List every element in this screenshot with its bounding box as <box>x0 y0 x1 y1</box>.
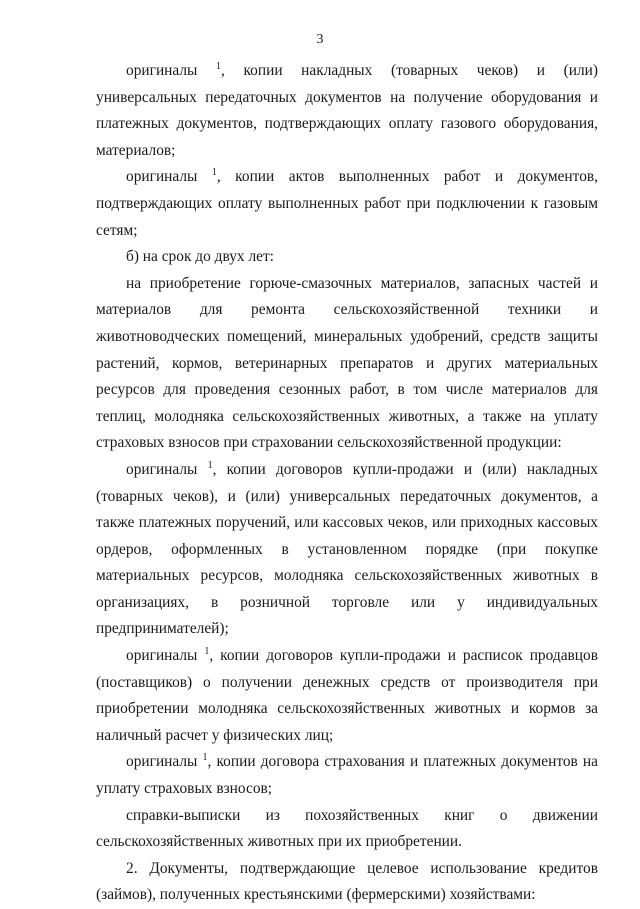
page-number: 3 <box>316 32 324 47</box>
paragraph-text: , копии договора страхования и платежных документов на уплату страховых взносов; <box>96 753 598 798</box>
footnote-mark: 1 <box>207 459 213 471</box>
document-body <box>96 58 598 909</box>
paragraph-text: , копии актов выполненных работ и документов, подтверждающих оплату выполненных работ при подключении к газовым сетям; <box>96 168 599 239</box>
paragraph-text: 2. Документы, подтверждающие целевое использование кредитов (займов), полученных крестьянскими (фермерскими) хозяйствами: <box>96 859 598 904</box>
footnote-mark: 1 <box>202 752 208 764</box>
paragraph <box>96 164 598 244</box>
footnote-mark: 1 <box>211 167 217 179</box>
paragraph-text: оригиналы <box>126 62 217 79</box>
paragraph-text: б) на срок до двух лет: <box>126 248 274 266</box>
paragraph-text: , копии договоров купли-продажи и расписок продавцов (поставщиков) о получении денежных средств от производителя при приобретении молодняка сельскохозяйственных животных и кормов за наличный расчет у физических лиц; <box>96 647 599 744</box>
paragraph <box>96 803 598 856</box>
paragraph <box>96 457 598 643</box>
paragraph-text: оригиналы <box>126 753 203 771</box>
footnote-mark: 1 <box>204 646 210 658</box>
paragraph-text: , копии договоров купли-продажи и (или) накладных (товарных чеков), и (или) универсальных передаточных документов, а также платежных поручений, или кассовых чеков, или приходных кассовых ордеров, оформленных в установленном порядке (при покупке материальных ресурсов, молодняка сельскохозяйственных животных в организациях, в розничной торговле или у индивидуальных предпринимателей); <box>96 460 598 638</box>
paragraph <box>96 856 598 909</box>
paragraph <box>96 244 598 271</box>
paragraph <box>96 749 598 802</box>
paragraph-text: оригиналы <box>126 168 212 186</box>
paragraph <box>96 58 598 164</box>
paragraph-text: на приобретение горюче-смазочных материалов, запасных частей и материалов для ремонта сельскохозяйственной техники и животноводческих помещений, минеральных удобрений, средств защиты растений, кормов, ветеринарных препаратов и других материальных ресурсов для проведения сезонных работ, в том числе материалов для теплиц, молодняка сельскохозяйственных животных, а также на уплату страховых взносов при страховании сельскохозяйственной продукции: <box>96 274 598 452</box>
paragraph-text: оригиналы <box>126 647 205 665</box>
footnote-mark: 1 <box>216 61 222 72</box>
paragraph <box>96 643 598 749</box>
paragraph-text: справки-выписки из похозяйственных книг о движении сельскохозяйственных животных при их приобретении. <box>96 806 598 851</box>
paragraph-text: оригиналы <box>126 460 208 478</box>
paragraph-text: , копии накладных (товарных чеков) и (или) универсальных передаточных документов на получение оборудования и платежных документов, подтверждающих оплату газового оборудования, материалов; <box>96 62 598 159</box>
paragraph <box>96 271 598 457</box>
